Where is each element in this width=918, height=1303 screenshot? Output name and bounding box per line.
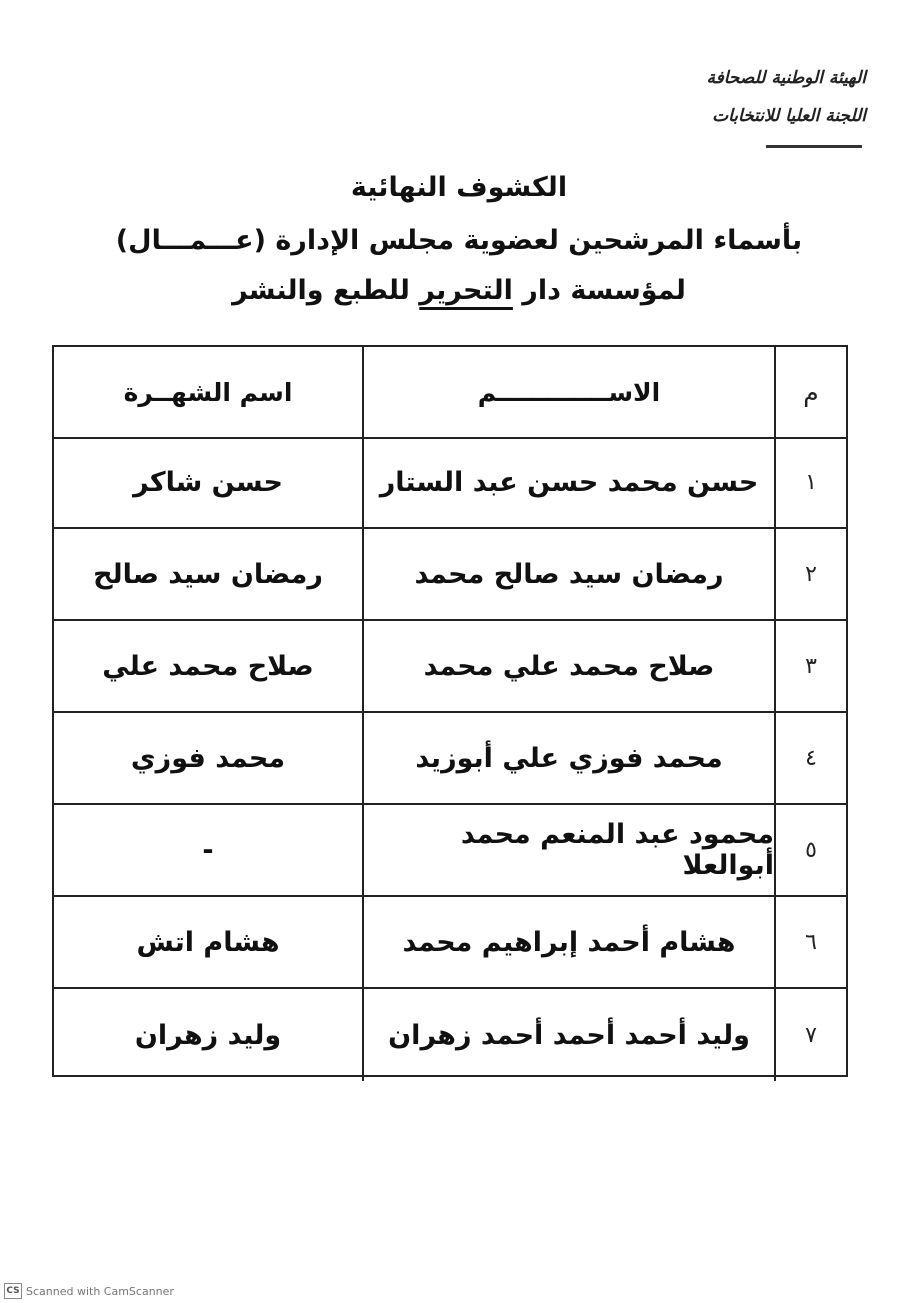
candidate-name: صلاح محمد علي محمد: [362, 621, 776, 711]
institution-line: [0, 275, 918, 306]
row-number: ٥: [805, 837, 817, 863]
header-underline: [766, 145, 862, 148]
table-row: [54, 621, 846, 713]
camscanner-icon: CS: [4, 1283, 22, 1299]
table-row: [54, 529, 846, 621]
institution-underlined: التحرير: [419, 275, 513, 306]
document-title: الكشوف النهائية: [350, 172, 568, 203]
committee-name: اللجنة العليا للانتخابات: [712, 106, 866, 126]
row-number: ٤: [805, 745, 817, 771]
candidate-name: محمود عبد المنعم محمد أبوالعلا: [362, 805, 776, 895]
candidate-alias: صلاح محمد علي: [102, 650, 314, 682]
institution-suffix: للطبع والنشر: [232, 275, 420, 306]
candidate-alias: هشام اتش: [136, 926, 280, 958]
candidate-alias: وليد زهران: [134, 1019, 282, 1051]
candidate-alias: حسن شاكر: [133, 466, 283, 498]
table-header-row: [54, 347, 846, 439]
institution-prefix: لمؤسسة دار: [512, 275, 686, 306]
table-row: [54, 989, 846, 1081]
scanner-watermark: [4, 1283, 174, 1299]
candidate-name: حسن محمد حسن عبد الستار: [362, 437, 776, 527]
candidate-name: وليد أحمد أحمد أحمد زهران: [362, 989, 776, 1081]
table-row: [54, 713, 846, 805]
row-number: ٢: [805, 561, 817, 587]
header-name: الاســـــــــــــم: [362, 347, 776, 437]
candidate-alias: -: [202, 834, 214, 866]
table-row: [54, 437, 846, 529]
candidate-name: رمضان سيد صالح محمد: [362, 529, 776, 619]
candidate-alias: محمد فوزي: [130, 742, 286, 774]
row-number: ٧: [805, 1022, 817, 1048]
table-row: [54, 897, 846, 989]
header-number: م: [803, 377, 819, 407]
header-alias: اسم الشهــرة: [123, 377, 293, 407]
candidate-name: محمد فوزي علي أبوزيد: [362, 713, 776, 803]
candidate-name: هشام أحمد إبراهيم محمد: [362, 897, 776, 987]
candidates-table: [52, 345, 848, 1077]
watermark-text: Scanned with CamScanner: [26, 1284, 174, 1298]
row-number: ٣: [805, 653, 817, 679]
document-subtitle: بأسماء المرشحين لعضوية مجلس الإدارة (عـــمـــال): [115, 225, 803, 256]
table-row: [54, 805, 846, 897]
candidate-alias: رمضان سيد صالح: [93, 558, 323, 590]
row-number: ٦: [805, 929, 817, 955]
row-number: ١: [805, 469, 817, 495]
organization-name: الهيئة الوطنية للصحافة: [706, 68, 866, 88]
